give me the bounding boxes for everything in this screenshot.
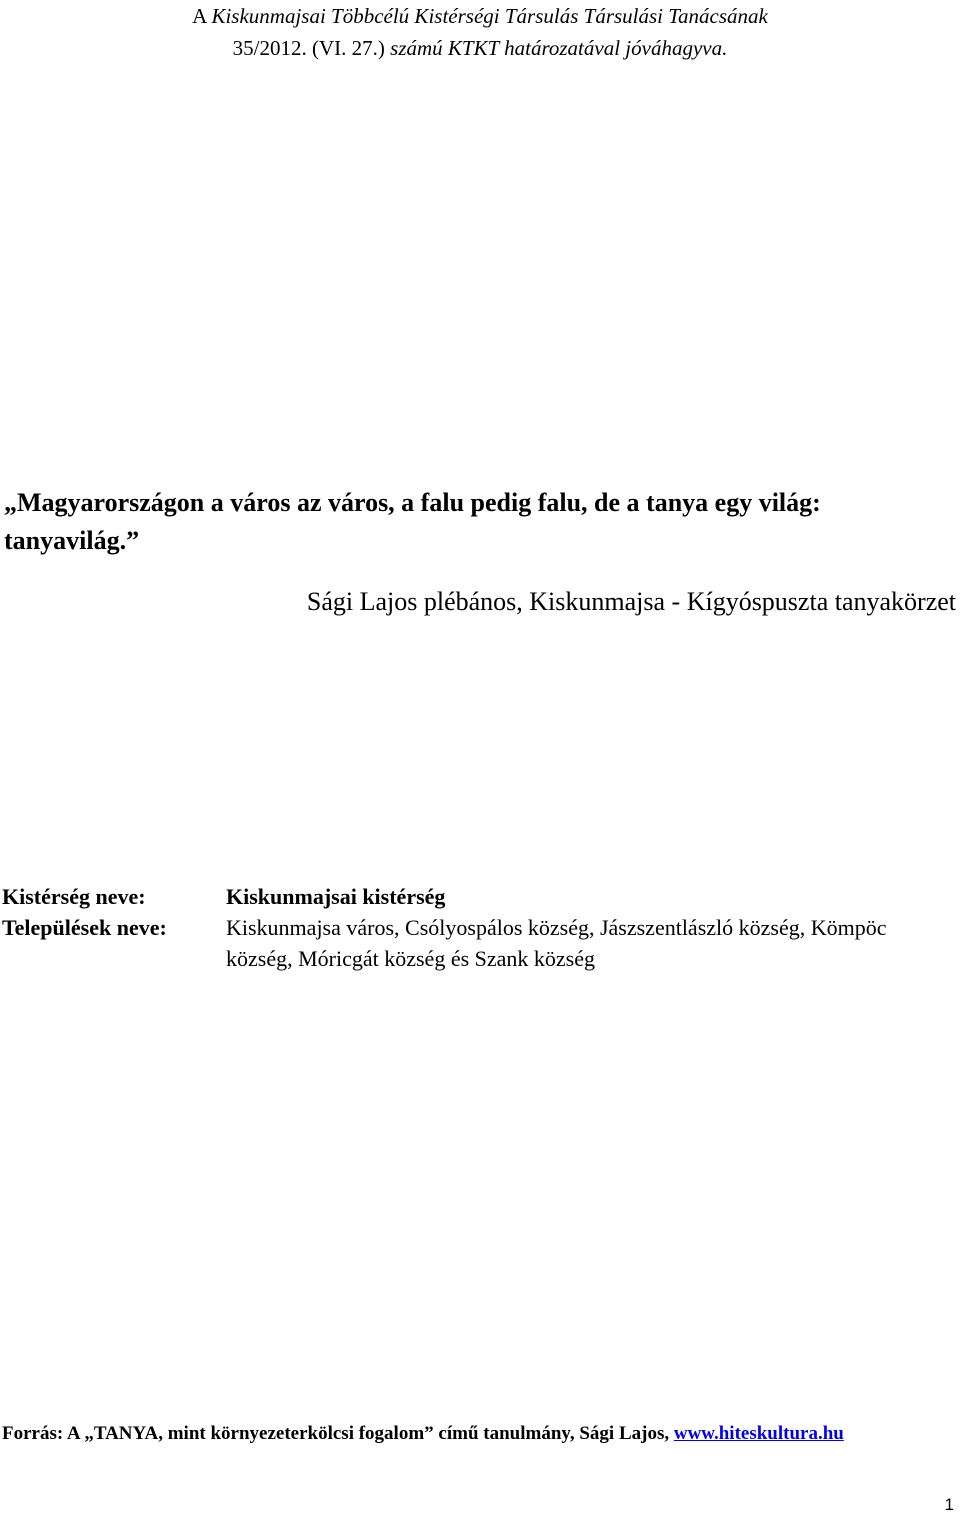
source-link[interactable]: www.hiteskultura.hu	[673, 1423, 844, 1444]
quote-author: Sági Lajos plébános, Kiskunmajsa - Kígyóspuszta tanyakörzet	[306, 587, 956, 616]
header-line-2	[0, 32, 960, 64]
settlements-value: Kiskunmajsa város, Csólyospálos község, Jászszentlászló község, Kömpöc község, Móricgát község és Szank község	[226, 915, 887, 971]
region-label: Kistérség neve:	[2, 884, 146, 909]
settlements-label: Települések neve:	[2, 915, 167, 940]
info-block	[2, 881, 926, 974]
source-text: Forrás: A „TANYA, mint környezeterkölcsi fogalom” című tanulmány, Sági Lajos,	[2, 1423, 670, 1444]
source-footnote	[2, 1420, 844, 1448]
region-value: Kiskunmajsai kistérség	[226, 884, 446, 909]
header-approval-text: számú KTKT határozatával jóváhagyva.	[390, 36, 728, 60]
header-prefix: A	[192, 4, 207, 28]
document-header	[0, 0, 960, 64]
info-row-settlements	[2, 912, 926, 974]
header-council-name: Kiskunmajsai Többcélú Kistérségi Társulás Társulási Tanácsának	[211, 4, 768, 28]
info-row-region	[2, 881, 926, 912]
page-number: 1	[944, 1495, 954, 1514]
header-resolution-number: 35/2012. (VI. 27.)	[232, 36, 385, 60]
header-line-1	[0, 0, 960, 32]
quote-text: „Magyarországon a város az város, a falu pedig falu, de a tanya egy világ: tanyavilág.”	[4, 488, 821, 555]
